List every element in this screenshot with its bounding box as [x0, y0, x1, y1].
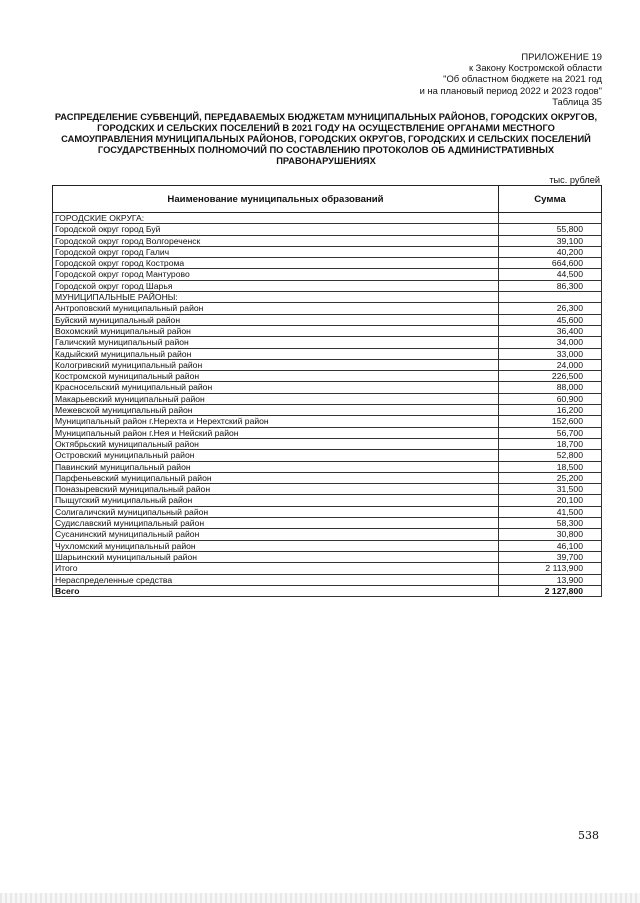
row-name: Судиславский муниципальный район	[53, 518, 499, 529]
row-sum: 152,600	[499, 416, 602, 427]
table-row	[53, 506, 602, 517]
row-sum: 34,000	[499, 337, 602, 348]
table-row	[53, 235, 602, 246]
row-name: Городской округ город Шарья	[53, 280, 499, 291]
row-name: Парфеньевский муниципальный район	[53, 472, 499, 483]
row-name: Муниципальный район г.Нея и Нейский район	[53, 427, 499, 438]
table-row	[53, 393, 602, 404]
table-row	[53, 427, 602, 438]
row-name: Чухломский муниципальный район	[53, 540, 499, 551]
table-row	[53, 416, 602, 427]
table-row	[53, 461, 602, 472]
table-row	[53, 529, 602, 540]
table-row	[53, 540, 602, 551]
table-row	[53, 280, 602, 291]
appendix-number: ПРИЛОЖЕНИЕ 19	[521, 51, 602, 62]
row-sum: 55,800	[499, 224, 602, 235]
scan-edge	[0, 893, 640, 903]
row-name: Итого	[53, 563, 499, 574]
row-sum: 26,300	[499, 303, 602, 314]
row-sum	[499, 292, 602, 303]
row-name: Галичский муниципальный район	[53, 337, 499, 348]
law-title-line-2: и на плановый период 2022 и 2023 годов"	[419, 84, 602, 96]
row-sum: 18,500	[499, 461, 602, 472]
table-body	[53, 213, 602, 597]
table-row	[53, 438, 602, 449]
row-name: Поназыревский муниципальный район	[53, 484, 499, 495]
table-row	[53, 224, 602, 235]
row-sum: 30,800	[499, 529, 602, 540]
row-sum: 58,300	[499, 518, 602, 529]
row-sum: 24,000	[499, 359, 602, 370]
row-name: Пыщугский муниципальный район	[53, 495, 499, 506]
table-row	[53, 258, 602, 269]
row-name: Муниципальный район г.Нерехта и Нерехтский район	[53, 416, 499, 427]
row-name: Павинский муниципальный район	[53, 461, 499, 472]
table-row	[53, 405, 602, 416]
row-sum: 88,000	[499, 382, 602, 393]
subvention-table	[52, 185, 602, 597]
table-row	[53, 303, 602, 314]
law-reference: к Закону Костромской области	[468, 62, 602, 74]
table-row	[53, 359, 602, 370]
row-sum: 16,200	[499, 405, 602, 416]
row-name: Всего	[53, 585, 499, 596]
column-header-sum: Сумма	[499, 186, 602, 213]
table-row	[53, 563, 602, 574]
row-sum: 86,300	[499, 280, 602, 291]
row-sum: 25,200	[499, 472, 602, 483]
row-sum	[499, 213, 602, 224]
document-title: РАСПРЕДЕЛЕНИЕ СУБВЕНЦИЙ, ПЕРЕДАВАЕМЫХ БЮДЖЕТАМ МУНИЦИПАЛЬНЫХ РАЙОНОВ, ГОРОДСКИХ ОКРУГОВ, ГОРОДСКИХ И СЕЛЬСКИХ ПОСЕЛЕНИЙ В 2021 ГОДУ НА ОСУЩЕСТВЛЕНИЕ ОРГАНАМИ МЕСТНОГО САМОУПРАВЛЕНИЯ МУНИЦИПАЛЬНЫХ РАЙОНОВ, ГОРОДСКИХ ОКРУГОВ, ГОРОДСКИХ И СЕЛЬСКИХ ПОСЕЛЕНИЙ ГОСУДАРСТВЕННЫХ ПОЛНОМОЧИЙ ПО СОСТАВЛЕНИЮ ПРОТОКОЛОВ ОБ АДМИНИСТРАТИВНЫХ ПРАВОНАРУШЕНИЯХ	[54, 112, 598, 167]
row-sum: 46,100	[499, 540, 602, 551]
table-row	[53, 495, 602, 506]
table-row	[53, 314, 602, 325]
row-sum: 36,400	[499, 325, 602, 336]
row-sum: 18,700	[499, 438, 602, 449]
row-sum: 31,500	[499, 484, 602, 495]
table-row	[53, 246, 602, 257]
row-sum: 664,600	[499, 258, 602, 269]
row-sum: 39,100	[499, 235, 602, 246]
row-name: Островский муниципальный район	[53, 450, 499, 461]
table-row	[53, 551, 602, 562]
row-name: Антроповский муниципальный район	[53, 303, 499, 314]
row-name: Солигаличский муниципальный район	[53, 506, 499, 517]
table-number: Таблица 35	[552, 95, 602, 107]
row-name: Городской округ город Галич	[53, 246, 499, 257]
table-row	[53, 348, 602, 359]
page-number: 538	[578, 829, 599, 842]
row-sum: 41,500	[499, 506, 602, 517]
table-row	[53, 574, 602, 585]
table-row	[53, 484, 602, 495]
row-name: Макарьевский муниципальный район	[53, 393, 499, 404]
law-title-line-1: "Об областном бюджете на 2021 год	[443, 73, 602, 85]
row-sum: 20,100	[499, 495, 602, 506]
table-row	[53, 371, 602, 382]
table-row	[53, 450, 602, 461]
row-name: Октябрьский муниципальный район	[53, 438, 499, 449]
row-sum: 45,600	[499, 314, 602, 325]
row-sum: 52,800	[499, 450, 602, 461]
row-sum: 13,900	[499, 574, 602, 585]
row-name: Красносельский муниципальный район	[53, 382, 499, 393]
table-row	[53, 213, 602, 224]
row-sum: 40,200	[499, 246, 602, 257]
row-name: Сусанинский муниципальный район	[53, 529, 499, 540]
row-name: Костромской муниципальный район	[53, 371, 499, 382]
row-name: Межевской муниципальный район	[53, 405, 499, 416]
row-name: Буйский муниципальный район	[53, 314, 499, 325]
row-sum: 2 127,800	[499, 585, 602, 596]
row-sum: 2 113,900	[499, 563, 602, 574]
row-name: Кадыйский муниципальный район	[53, 348, 499, 359]
table-row	[53, 518, 602, 529]
row-name: Шарьинский муниципальный район	[53, 551, 499, 562]
row-name: Вохомский муниципальный район	[53, 325, 499, 336]
appendix-header	[302, 51, 602, 107]
table-row	[53, 269, 602, 280]
row-sum: 60,900	[499, 393, 602, 404]
table-row	[53, 325, 602, 336]
row-name: Нераспределенные средства	[53, 574, 499, 585]
row-sum: 44,500	[499, 269, 602, 280]
row-name: Городской округ город Волгореченск	[53, 235, 499, 246]
row-name: МУНИЦИПАЛЬНЫЕ РАЙОНЫ:	[53, 292, 499, 303]
table-row	[53, 292, 602, 303]
table-row	[53, 382, 602, 393]
row-name: Городской округ город Буй	[53, 224, 499, 235]
table-row	[53, 585, 602, 596]
table-row	[53, 337, 602, 348]
row-sum: 56,700	[499, 427, 602, 438]
column-header-name: Наименование муниципальных образований	[53, 186, 499, 213]
row-name: Городской округ город Кострома	[53, 258, 499, 269]
row-name: ГОРОДСКИЕ ОКРУГА:	[53, 213, 499, 224]
row-name: Городской округ город Мантурово	[53, 269, 499, 280]
row-sum: 33,000	[499, 348, 602, 359]
row-name: Кологривский муниципальный район	[53, 359, 499, 370]
row-sum: 226,500	[499, 371, 602, 382]
table-row	[53, 472, 602, 483]
row-sum: 39,700	[499, 551, 602, 562]
table-header-row	[53, 186, 602, 213]
currency-unit: тыс. рублей	[549, 175, 600, 185]
